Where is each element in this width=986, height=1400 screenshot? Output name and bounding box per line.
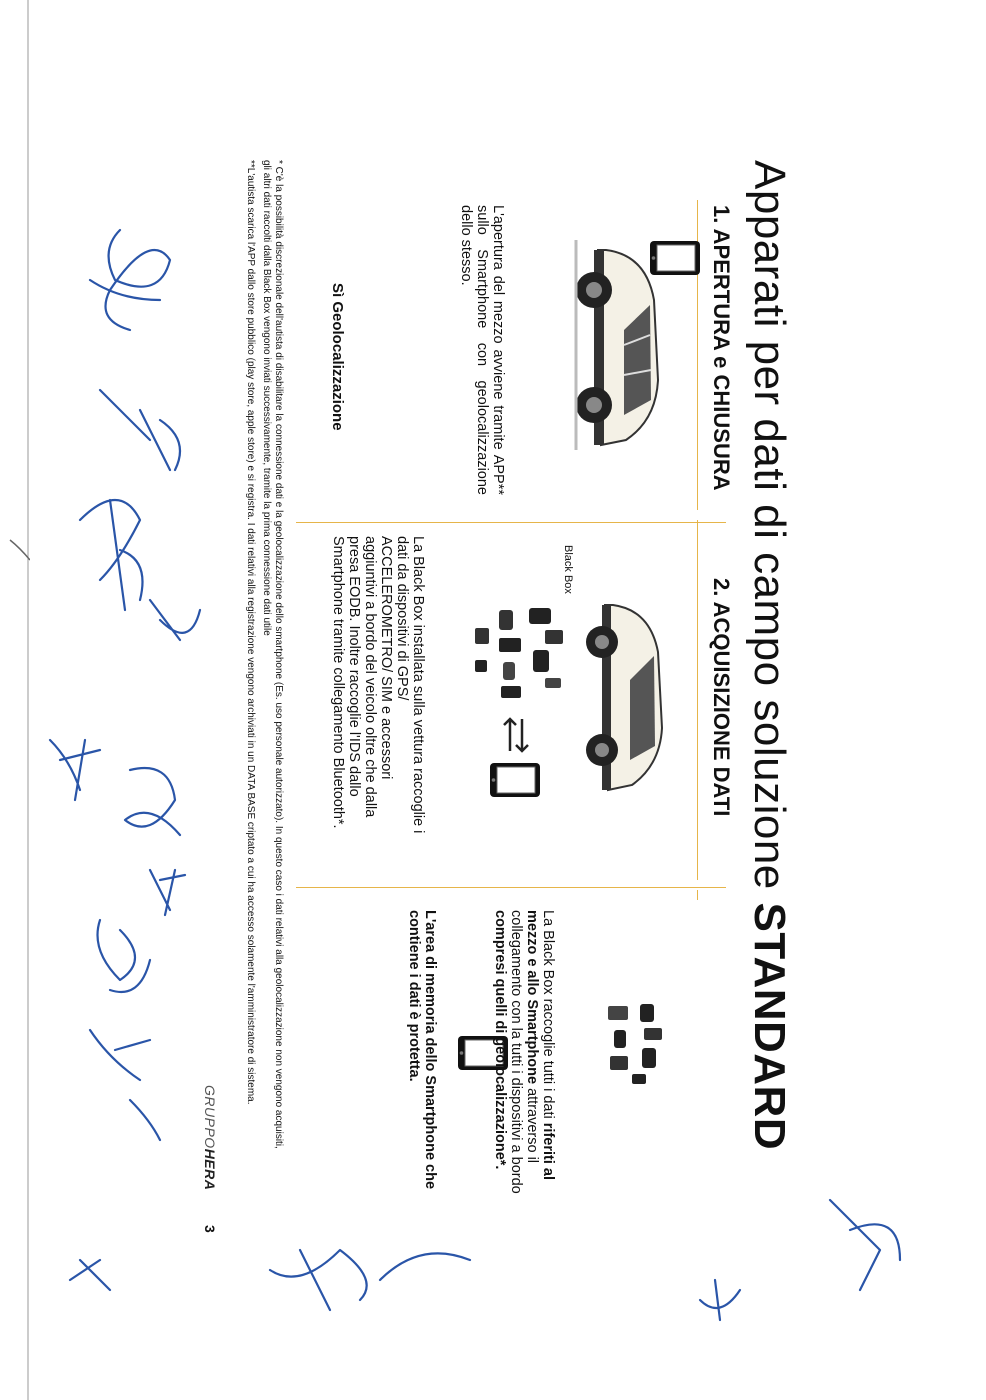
blackbox-devices-illustration-2 [588, 1000, 668, 1090]
slide-title: Apparati per dati di campo soluzione STANDARD [745, 160, 794, 1151]
section-heading-apertura: 1. APERTURA e CHIUSURA [709, 205, 734, 491]
column-divider-1 [296, 522, 726, 523]
car-illustration-2 [578, 590, 688, 800]
blackbox-devices-illustration [461, 600, 571, 710]
column-divider-2 [296, 887, 726, 888]
acquisizione-description: La Black Box installata sulla vettura raccoglie i dati da dispositivi di GPS/ ACCELEROMETRO/ SIM e accessori aggiuntivi a bordo del veicolo oltre che dalla presa EODB. Inoltre raccoglie l'IDS dallo Smartphone tramite collegamento Bluetooth*. [330, 536, 426, 834]
footnote-1: * C'è la possibilità discrezionale dell'autista di disabilitare la connessione dati e la geolocalizzazione dello smartphone (Es. uso personale autorizzato). In questo caso i dati relativi alla geolocalizzazione non vengono acquisiti, gli altri dati raccolti dalla Black Box vengono inviati successivamente, tramite la prima connessione dati utile [261, 160, 284, 1149]
raccolta-description: La Black Box raccoglie tutti i dati riferiti al mezzo e allo Smartphone attraverso il collegamento con la tutti i dispositivi a bordo compresi quelli di geolocalizzazione*. [492, 910, 556, 1194]
smartphone-icon [649, 240, 701, 276]
page-number: 3 [202, 1225, 218, 1233]
section-separator-3 [697, 890, 698, 900]
gruppo-hera-logo: GRUPPOHERA [202, 1085, 218, 1191]
memory-protection-note: L'area di memoria dello Smartphone che contiene i dati è protetta. [406, 910, 438, 1190]
geolocation-label: Sì Geolocalizzazione [329, 283, 346, 431]
bidirectional-arrow-icon [496, 715, 536, 755]
smartphone-icon-2 [489, 762, 541, 798]
apertura-description: L'apertura del mezzo avviene tramite APP** sullo Smartphone con geolocalizzazione dello stesso. [458, 205, 506, 495]
footnote-2: **L'autista scarica l'APP dallo store pubblico (play store, apple store) e si registra. I dati relativi alla registrazione vengono archiviati in un DATA BASE criptato a cui ha accesso solamente l'amministratore di sistema. [245, 160, 256, 1105]
section-heading-acquisizione: 2. ACQUISIZIONE DATI [709, 578, 734, 817]
blackbox-label: Black Box [562, 545, 574, 594]
section-separator-2 [697, 520, 698, 880]
